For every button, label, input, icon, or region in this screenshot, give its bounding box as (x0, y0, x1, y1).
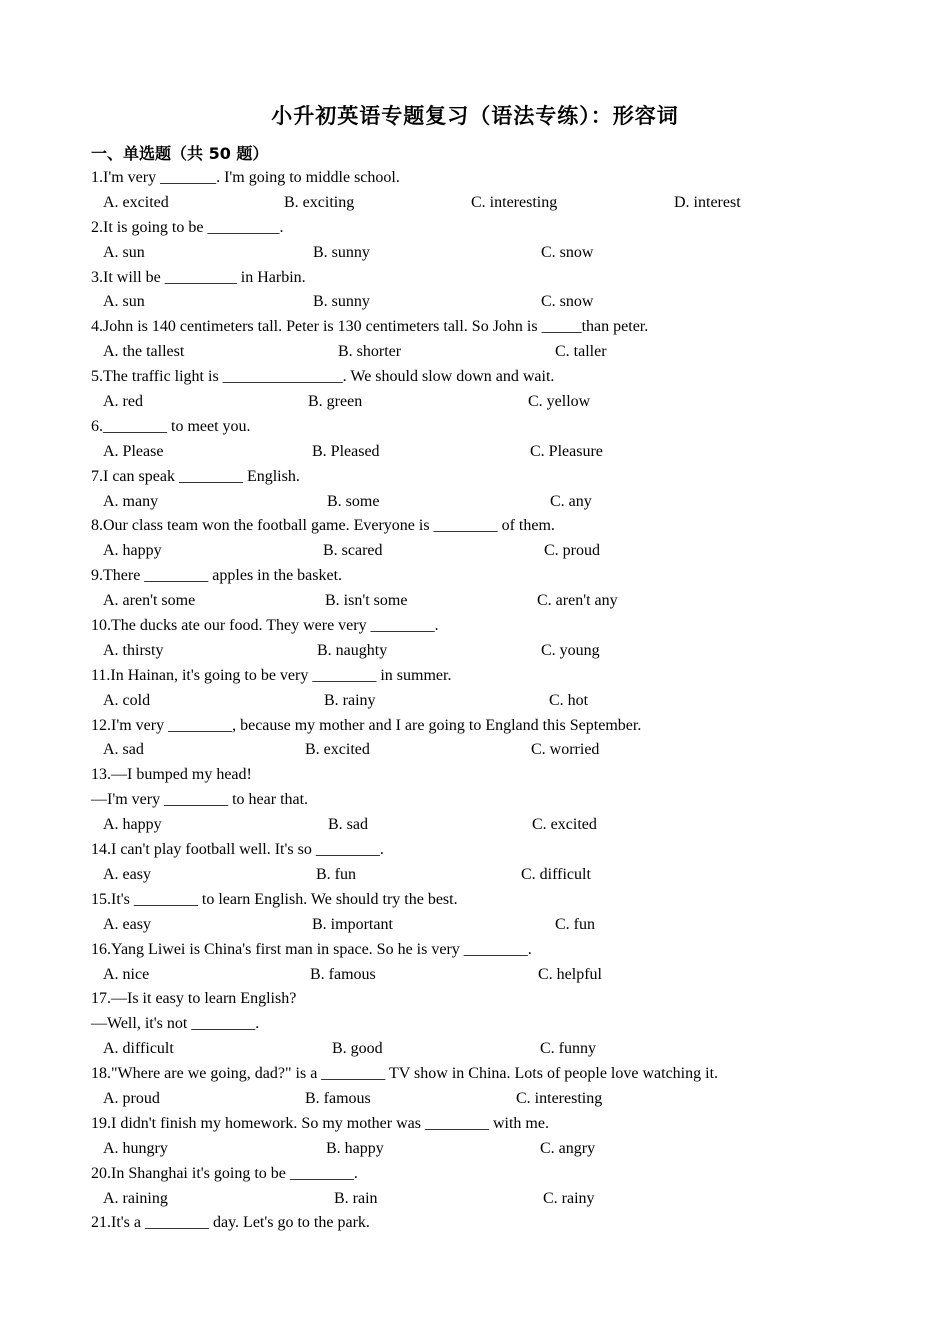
question-item (0, 266, 950, 316)
question-item (0, 664, 950, 714)
question-item (0, 1112, 950, 1162)
answer-option: B. scared (323, 542, 383, 560)
answer-option: B. important (312, 915, 393, 933)
answer-option: B. green (308, 393, 363, 411)
options-row (0, 340, 950, 365)
options-row (0, 191, 950, 216)
answer-option: B. sunny (313, 293, 370, 311)
answer-option: C. young (541, 641, 600, 659)
answer-option: C. interesting (471, 193, 558, 211)
answer-option: A. nice (103, 965, 150, 983)
question-stem: 10.The ducks ate our food. They were very ________. (91, 617, 439, 635)
answer-option: D. interest (674, 193, 741, 211)
question-item (0, 614, 950, 664)
answer-option: A. sun (103, 293, 145, 311)
options-row (0, 639, 950, 664)
options-row (0, 813, 950, 838)
answer-option: C. rainy (543, 1189, 595, 1207)
answer-option: A. proud (103, 1089, 160, 1107)
answer-option: C. taller (555, 343, 607, 361)
answer-option: A. hungry (103, 1139, 168, 1157)
answer-option: B. famous (310, 965, 376, 983)
options-row (0, 1037, 950, 1062)
answer-option: C. difficult (521, 865, 591, 883)
question-item (0, 1062, 950, 1112)
question-stem: 2.It is going to be _________. (91, 218, 284, 236)
answer-option: B. happy (326, 1139, 384, 1157)
question-list (0, 166, 950, 1236)
options-row (0, 963, 950, 988)
answer-option: A. aren't some (103, 592, 196, 610)
page-title: 小升初英语专题复习（语法专练）：形容词 (271, 104, 679, 128)
question-item (0, 514, 950, 564)
answer-option: B. naughty (317, 641, 388, 659)
options-row (0, 913, 950, 938)
answer-option: A. red (103, 393, 143, 411)
answer-option: B. exciting (284, 193, 355, 211)
question-stem-continued: —Well, it's not ________. (91, 1015, 260, 1033)
question-stem: 7.I can speak ________ English. (91, 467, 300, 485)
question-item (0, 415, 950, 465)
question-stem: 20.In Shanghai it's going to be ________. (91, 1164, 358, 1182)
answer-option: C. Pleasure (530, 442, 603, 460)
options-row (0, 241, 950, 266)
answer-option: A. cold (103, 691, 151, 709)
answer-option: A. easy (103, 865, 151, 883)
answer-option: C. helpful (538, 965, 602, 983)
answer-option: C. interesting (516, 1089, 603, 1107)
answer-option: A. happy (103, 542, 162, 560)
options-row (0, 490, 950, 515)
answer-option: A. Please (103, 442, 164, 460)
answer-option: A. sun (103, 243, 145, 261)
answer-option: C. any (550, 492, 592, 510)
options-row (0, 589, 950, 614)
answer-option: B. some (327, 492, 380, 510)
question-stem: 9.There ________ apples in the basket. (91, 567, 343, 585)
question-stem: 8.Our class team won the football game. Everyone is ________ of them. (91, 517, 555, 535)
answer-option: B. good (332, 1040, 383, 1058)
answer-option: A. happy (103, 816, 162, 834)
answer-option: C. yellow (528, 393, 591, 411)
question-stem: 3.It will be _________ in Harbin. (91, 268, 306, 286)
answer-option: A. the tallest (103, 343, 185, 361)
answer-option: C. proud (544, 542, 600, 560)
answer-option: C. worried (531, 741, 600, 759)
answer-option: B. sunny (313, 243, 370, 261)
answer-option: A. raining (103, 1189, 168, 1207)
question-item (0, 465, 950, 515)
question-stem: 6.________ to meet you. (91, 417, 251, 435)
question-item (0, 1211, 950, 1236)
question-item (0, 714, 950, 764)
question-item (0, 838, 950, 888)
question-item (0, 987, 950, 1062)
question-stem: 17.—Is it easy to learn English? (91, 990, 297, 1008)
answer-option: A. easy (103, 915, 151, 933)
answer-option: B. isn't some (325, 592, 408, 610)
answer-option: A. many (103, 492, 159, 510)
question-item (0, 888, 950, 938)
options-row (0, 290, 950, 315)
question-item (0, 1162, 950, 1212)
answer-option: B. shorter (338, 343, 402, 361)
answer-option: B. fun (316, 865, 356, 883)
question-stem: 15.It's ________ to learn English. We should try the best. (91, 890, 458, 908)
question-item (0, 166, 950, 216)
question-item (0, 216, 950, 266)
options-row (0, 689, 950, 714)
answer-option: A. thirsty (103, 641, 164, 659)
question-stem: 19.I didn't finish my homework. So my mother was ________ with me. (91, 1114, 549, 1132)
answer-option: C. excited (532, 816, 597, 834)
answer-option: B. rain (334, 1189, 378, 1207)
question-stem: 11.In Hainan, it's going to be very ________ in summer. (91, 666, 452, 684)
answer-option: A. excited (103, 193, 169, 211)
question-item (0, 365, 950, 415)
question-stem: 1.I'm very _______. I'm going to middle school. (91, 169, 400, 186)
answer-option: B. excited (305, 741, 370, 759)
question-stem-continued: —I'm very ________ to hear that. (91, 791, 309, 809)
answer-option: C. funny (540, 1040, 596, 1058)
options-row (0, 1137, 950, 1162)
question-stem: 18."Where are we going, dad?" is a ________ TV show in China. Lots of people love watching it. (91, 1065, 719, 1083)
question-item (0, 763, 950, 838)
section-heading: 一、单选题（共 50 题） (91, 144, 269, 163)
question-stem: 13.—I bumped my head! (91, 766, 252, 784)
question-stem: 4.John is 140 centimeters tall. Peter is 130 centimeters tall. So John is _____than peter. (91, 318, 649, 336)
options-row (0, 1187, 950, 1212)
answer-option: B. sad (328, 816, 368, 834)
answer-option: B. rainy (324, 691, 376, 709)
question-item (0, 315, 950, 365)
answer-option: C. snow (541, 243, 594, 261)
question-stem: 12.I'm very ________, because my mother and I are going to England this September. (91, 716, 642, 734)
answer-option: A. difficult (103, 1040, 174, 1058)
answer-option: C. snow (541, 293, 594, 311)
options-row (0, 440, 950, 465)
answer-option: B. Pleased (312, 442, 380, 460)
answer-option: C. fun (555, 915, 595, 933)
answer-option: B. famous (305, 1089, 371, 1107)
question-stem: 21.It's a ________ day. Let's go to the park. (91, 1214, 370, 1232)
options-row (0, 390, 950, 415)
options-row (0, 539, 950, 564)
question-item (0, 564, 950, 614)
question-stem: 14.I can't play football well. It's so ________. (91, 841, 384, 859)
answer-option: A. sad (103, 741, 144, 759)
question-stem: 5.The traffic light is _______________. We should slow down and wait. (91, 368, 555, 386)
question-item (0, 938, 950, 988)
options-row (0, 1087, 950, 1112)
options-row (0, 738, 950, 763)
answer-option: C. angry (540, 1139, 596, 1157)
question-stem: 16.Yang Liwei is China's first man in space. So he is very ________. (91, 940, 532, 958)
options-row (0, 863, 950, 888)
answer-option: C. aren't any (537, 592, 618, 610)
answer-option: C. hot (549, 691, 589, 709)
